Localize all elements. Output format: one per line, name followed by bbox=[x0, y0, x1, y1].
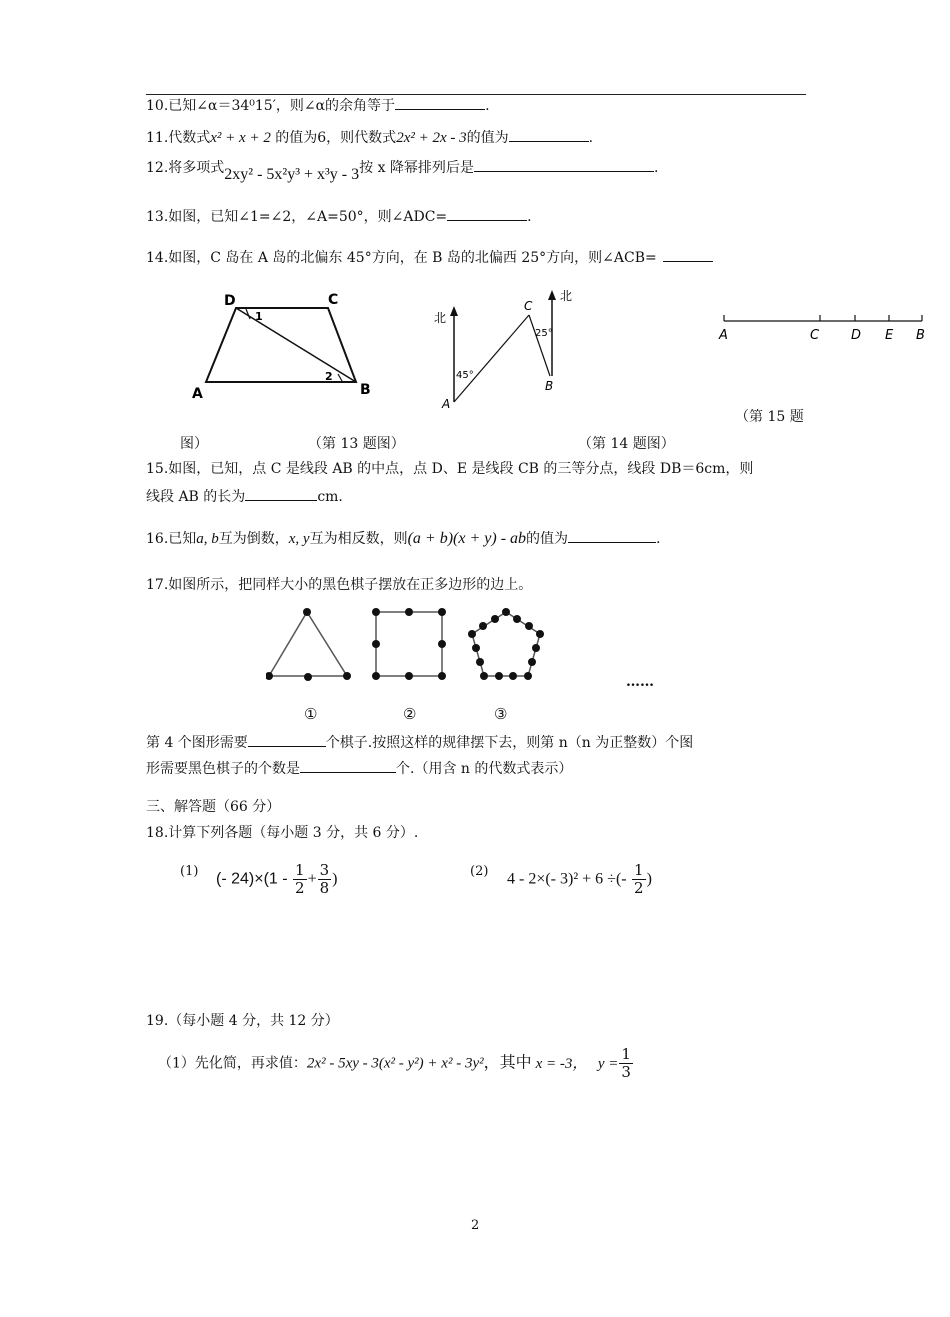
q18-p1-f1-num: 1 bbox=[295, 861, 305, 879]
question-17: 17.如图所示，把同样大小的黑色棋子摆放在正多边形的边上。 bbox=[146, 577, 533, 593]
figure-17-polygons bbox=[266, 604, 556, 692]
question-10 bbox=[146, 95, 490, 116]
q16-pre: 16.已知 bbox=[146, 531, 197, 547]
q13-text: 13.如图，已知∠1=∠2，∠A=50°，则∠ADC= bbox=[146, 209, 448, 225]
q15-answer-blank[interactable] bbox=[245, 486, 317, 501]
q18-p1-post: ) bbox=[332, 870, 338, 888]
q15-post: cm. bbox=[317, 489, 343, 505]
q19-p1-pre: （1）先化简，再求值： bbox=[158, 1055, 307, 1072]
fig13-label-b: B bbox=[360, 382, 371, 398]
question-17-line2 bbox=[146, 758, 572, 779]
fig13-label-d: D bbox=[224, 293, 236, 309]
q19-p1-mid: ，其中 bbox=[483, 1052, 532, 1072]
q19-p1-fraction bbox=[619, 1046, 633, 1081]
question-13 bbox=[146, 206, 532, 227]
q15-pre: 线段 AB 的长为 bbox=[146, 489, 246, 505]
q18-part2-expr bbox=[507, 862, 652, 897]
q18-p1-f2-den: 8 bbox=[319, 879, 330, 897]
q14-answer-blank[interactable] bbox=[663, 247, 713, 262]
q17-mark-1: ① bbox=[304, 705, 318, 723]
q11-expr2: 2x² + 2x - 3 bbox=[396, 130, 467, 146]
question-15-line2 bbox=[146, 486, 343, 507]
fig14-north-a: 北 bbox=[434, 311, 447, 325]
q18-p1-f2-num: 3 bbox=[319, 861, 330, 879]
q17-line2-pre: 形需要黑色棋子的个数是 bbox=[146, 761, 300, 777]
q17-ellipsis: …… bbox=[626, 674, 654, 690]
q18-p1-fraction2 bbox=[318, 862, 332, 897]
q18-p1-fraction1 bbox=[293, 862, 307, 897]
figure-14-bearing bbox=[428, 284, 588, 414]
q17-line1-pre: 第 4 个图形需要 bbox=[146, 735, 248, 751]
fig13-label-c: C bbox=[328, 292, 339, 308]
q11-mid: 的值为6，则代数式 bbox=[270, 130, 397, 146]
q12-pre: 12.将多项式 bbox=[146, 160, 225, 176]
question-14 bbox=[146, 247, 713, 268]
q16-mid2: 互为相反数，则 bbox=[309, 531, 408, 547]
q18-p1-pre: (- 24)×(1 - bbox=[216, 870, 288, 888]
fig15-label-a: A bbox=[719, 328, 728, 343]
q13-answer-blank[interactable] bbox=[447, 206, 527, 221]
fig15-label-c: C bbox=[810, 328, 820, 343]
q19-p1-expr: 2x² - 5xy - 3(x² - y²) + x² - 3y² bbox=[306, 1055, 484, 1072]
question-19-part1 bbox=[158, 1046, 634, 1081]
q18-p2-post: ) bbox=[646, 870, 652, 888]
q18-p1-f1-den: 2 bbox=[295, 879, 305, 897]
q18-part1-expr bbox=[216, 862, 337, 897]
q19-p1-x: x = -3， bbox=[535, 1055, 588, 1072]
question-12 bbox=[146, 157, 659, 183]
fig15-label-d: D bbox=[851, 328, 862, 343]
q10-end: . bbox=[485, 98, 490, 114]
fig14-north-b: 北 bbox=[560, 289, 573, 303]
q19-p1-f-num: 1 bbox=[621, 1045, 631, 1063]
q17-mark-2: ② bbox=[403, 705, 417, 723]
q11-answer-blank[interactable] bbox=[509, 127, 589, 142]
q16-ab: a, b bbox=[196, 531, 219, 547]
figure-15-segment bbox=[712, 308, 937, 344]
q18-p2-f-den: 2 bbox=[634, 879, 644, 897]
q16-mid1: 互为倒数， bbox=[218, 531, 289, 547]
q17-line2-post: 个.（用含 n 的代数式表示） bbox=[396, 761, 573, 777]
q18-part2-label: (2) bbox=[470, 864, 489, 879]
q18-p2-fraction bbox=[632, 862, 646, 897]
q17-mark-3: ③ bbox=[494, 705, 508, 723]
caption-fig15-a: （第 15 题 bbox=[735, 409, 804, 425]
q14-text: 14.如图，C 岛在 A 岛的北偏东 45°方向，在 B 岛的北偏西 25°方向，则∠ACB= bbox=[146, 250, 657, 266]
q18-p1-plus: + bbox=[307, 870, 317, 888]
fig14-label-c: C bbox=[524, 299, 533, 313]
section-3-title: 三、解答题（66 分） bbox=[146, 799, 281, 815]
caption-fig14: （第 14 题图） bbox=[578, 436, 675, 452]
q18-part1-label: (1) bbox=[180, 864, 199, 879]
q16-expr: (a + b)(x + y) - ab bbox=[407, 530, 527, 547]
q12-post: 按 x 降幂排列后是 bbox=[359, 160, 474, 176]
question-18-title: 18.计算下列各题（每小题 3 分，共 6 分）. bbox=[146, 825, 419, 841]
page-number: 2 bbox=[471, 1218, 480, 1233]
q12-answer-blank[interactable] bbox=[474, 157, 654, 172]
fig13-angle-1: 1 bbox=[255, 310, 263, 323]
question-19-title: 19.（每小题 4 分，共 12 分） bbox=[146, 1013, 339, 1029]
q13-end: . bbox=[527, 209, 532, 225]
q17-line1-post: 个棋子.按照这样的规律摆下去，则第 n（n 为正整数）个图 bbox=[325, 735, 694, 751]
q10-text: 10.已知∠α＝34⁰15′，则∠α的余角等于 bbox=[146, 98, 396, 114]
fig13-label-a: A bbox=[192, 386, 203, 402]
fig13-angle-2: 2 bbox=[325, 370, 333, 383]
fig14-angle-45: 45° bbox=[456, 370, 474, 381]
q11-end: . bbox=[588, 130, 594, 146]
q12-end: . bbox=[653, 160, 659, 176]
q17-answer-blank-1[interactable] bbox=[248, 732, 326, 747]
q16-xy: x, y bbox=[288, 531, 310, 547]
q19-p1-y: y = bbox=[597, 1055, 619, 1072]
q11-expr1: x² + x + 2 bbox=[210, 130, 271, 146]
fig15-label-e: E bbox=[885, 328, 894, 343]
q18-p2-f-num: 1 bbox=[634, 861, 644, 879]
fig14-label-a: A bbox=[442, 397, 451, 411]
question-17-line1 bbox=[146, 732, 693, 753]
q16-post: 的值为 bbox=[526, 531, 569, 547]
q11-post: 的值为 bbox=[466, 130, 509, 146]
fig14-label-b: B bbox=[545, 379, 554, 393]
question-11 bbox=[146, 127, 593, 148]
figure-13-trapezoid bbox=[188, 288, 373, 403]
q16-answer-blank[interactable] bbox=[568, 528, 656, 543]
q10-answer-blank[interactable] bbox=[395, 95, 485, 110]
caption-fig13: （第 13 题图） bbox=[308, 436, 405, 452]
q19-p1-f-den: 3 bbox=[621, 1063, 631, 1081]
q17-answer-blank-2[interactable] bbox=[300, 758, 396, 773]
q16-end: . bbox=[656, 531, 661, 547]
caption-fig15-b: 图） bbox=[180, 436, 208, 452]
fig15-label-b: B bbox=[916, 328, 925, 343]
question-16 bbox=[146, 528, 660, 549]
q12-expr: 2xy² - 5x²y³ + x³y - 3 bbox=[224, 166, 360, 183]
fig14-angle-25: 25° bbox=[535, 328, 553, 339]
question-15-line1: 15.如图，已知，点 C 是线段 AB 的中点，点 D、E 是线段 CB 的三等分点，线段 DB＝6cm，则 bbox=[146, 461, 754, 477]
q18-p2-pre: 4 - 2×(- 3)² + 6 ÷(- bbox=[507, 870, 627, 888]
q11-pre: 11.代数式 bbox=[146, 130, 211, 146]
